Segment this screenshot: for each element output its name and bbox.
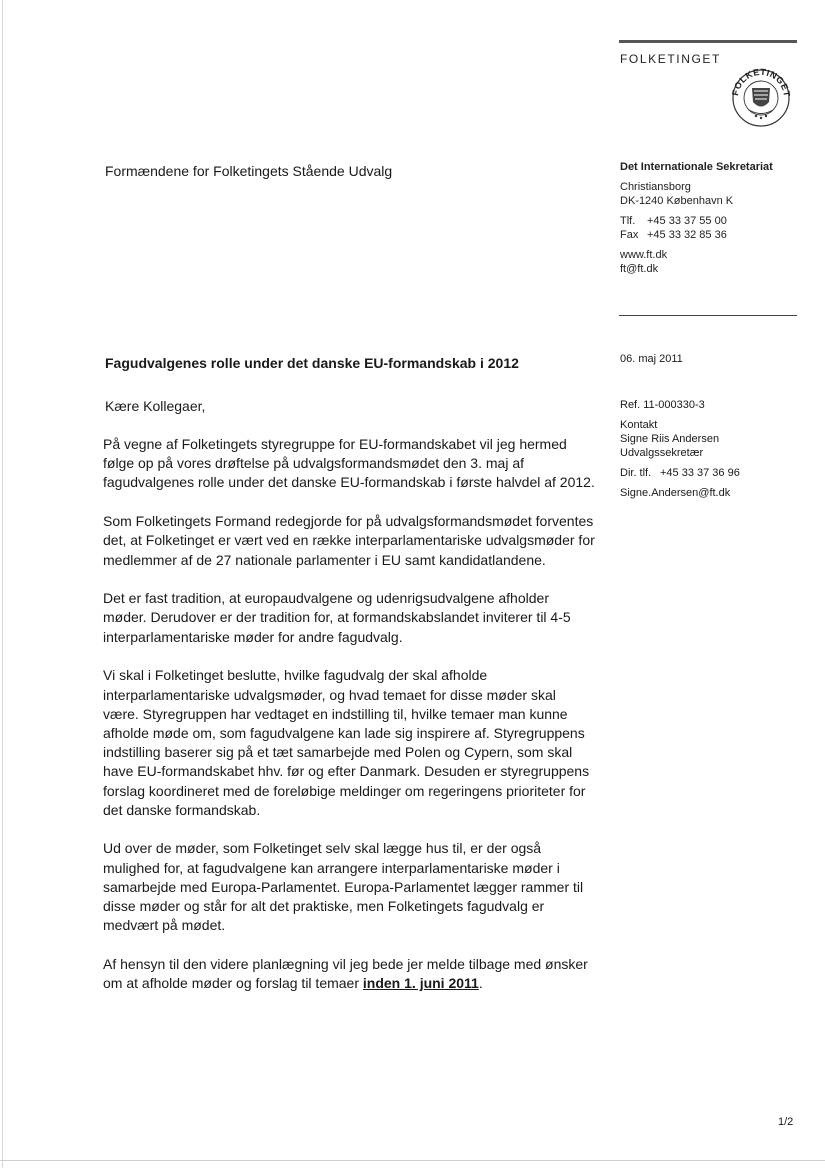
contact-title: Udvalgssekretær [620,447,704,459]
general-email: ft@ft.dk [620,263,659,275]
folketinget-seal-icon [726,64,796,128]
website: www.ft.dk [620,249,668,261]
phone-row [620,214,800,228]
paragraph-final [103,955,595,993]
direct-phone: +45 33 37 36 96 [660,467,740,479]
phone-number: +45 33 37 55 00 [647,215,727,227]
final-paragraph-text: Af hensyn til den videre planlægning vil jeg bede jer melde tilbage med ønsker om at afholde møder og forslag til temaer [103,955,588,992]
paragraph-3: Det er fast tradition, at europaudvalgene og udenrigsudvalgene afholder møder. Derudover er der tradition for, at formandskabslandet inviterer til 4-5 interparlamentariske møder for andre fagudvalg. [103,590,571,645]
page-edge-bottom [0,1160,825,1161]
letter-date: 06. maj 2011 [620,353,683,365]
address-line-1: Christiansborg [620,181,691,193]
sender-details [620,160,800,276]
department-name: Det Internationale Sekretariat [620,161,773,173]
paragraph-4: Vi skal i Folketinget beslutte, hvilke fagudvalg der skal afholde interparlamentariske udvalgsmøder, og hvad temaet for disse møder skal være. Styregruppen har vedtaget en indstilling til, hvilke temaer man kunne afholde møde om, som fagudvalgene kan lade sig inspirere af. Styregruppens indstilling baserer sig på et tæt samarbejde med Polen og Cypern, som skal have EU-formandskabet hhv. før og efter Danmark. Desuden er styregruppens forslag koordineret med de foreløbige meldinger om regeringens prioriteter for det danske formandskab. [103,667,590,818]
letter-greeting: Kære Kollegaer, [105,398,206,414]
direct-phone-label: Dir. tlf. [620,467,652,479]
seal-lettering: FOLKETINGET [730,66,793,98]
letter-subject: Fagudvalgenes rolle under det danske EU-formandskab i 2012 [105,355,519,371]
fax-label: Fax [620,229,639,241]
fax-row [620,228,800,242]
paragraph-2: Som Folketingets Formand redegjorde for på udvalgsformandsmødet forventes det, at Folketinget er vært ved en række interparlamentariske udvalgsmøder for medlemmer af de 27 nationale parlamenter i EU samt kandidatlandene. [103,513,595,568]
direct-phone-row [620,466,800,480]
phone-label: Tlf. [620,215,636,227]
deadline-date: inden 1. juni 2011 [362,975,479,992]
reference-number: Ref. 11-000330-3 [620,399,705,411]
paragraph-1: På vegne af Folketingets styregruppe for EU-formandskabet vil jeg hermed følge op på vores drøftelse på udvalgsformandsmødet den 3. maj af fagudvalgenes rolle under det danske EU-formandskab i første halvdel af 2012. [103,436,595,491]
paragraph-5: Ud over de møder, som Folketinget selv skal lægge hus til, er der også mulighed for, at fagudvalgene kan arrangere interparlamentariske møder i samarbejde med Europa-Parlamentet. Europa-Parlamentet lægger rammer til disse møder og står for alt det praktiske, men Folketingets fagudvalg er medvært på mødet. [103,840,584,934]
contact-name: Signe Riis Andersen [620,433,720,445]
header-rule [619,40,797,43]
contact-email: Signe.Andersen@ft.dk [620,487,731,499]
recipient: Formændene for Folketingets Stående Udvalg [105,163,393,179]
sidebar-rule [619,315,797,316]
letter-body [103,435,595,1013]
fax-number: +45 33 32 85 36 [647,229,727,241]
reference-block [620,398,800,500]
contact-label: Kontakt [620,419,658,431]
org-name: FOLKETINGET [620,52,721,66]
page-edge-left [2,0,3,1168]
page-number: 1/2 [778,1116,794,1128]
address-line-2: DK-1240 København K [620,195,734,207]
final-period: . [478,975,483,992]
